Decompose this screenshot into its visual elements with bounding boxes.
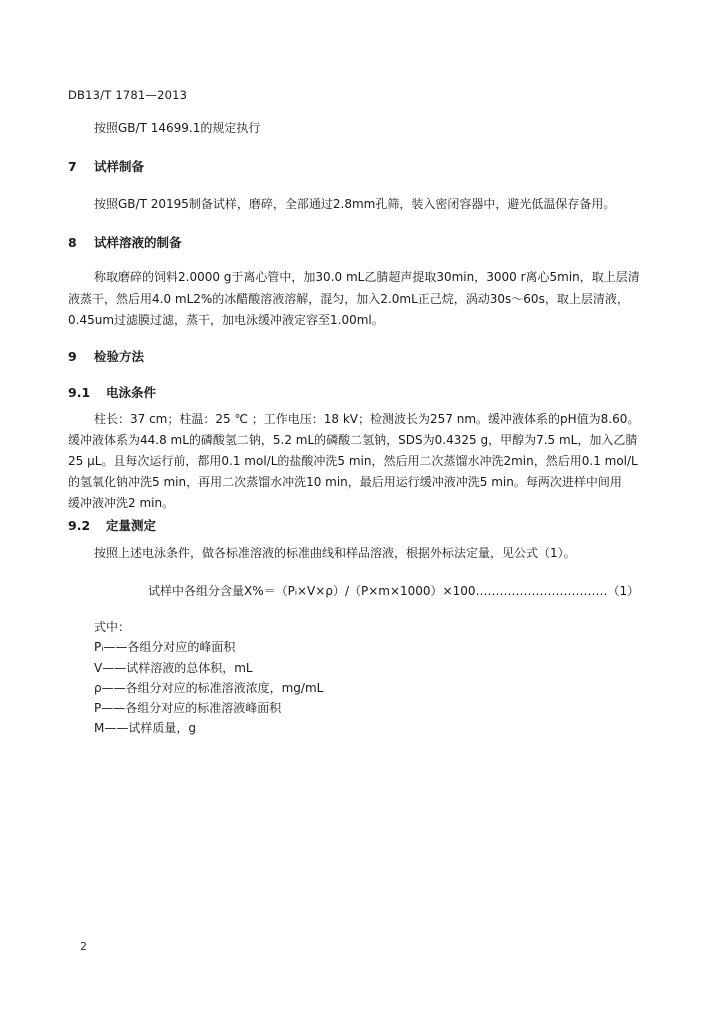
section-9-1-line-4: 的氢氧化钠冲洗5 min，再用二次蒸馏水冲洗10 min，最后用运行缓冲液冲洗5 min。每两次进样中间用 bbox=[68, 475, 622, 489]
section-8-line-3: 0.45um过滤膜过滤，蒸干，加电泳缓冲液定容至1.00ml。 bbox=[68, 313, 384, 327]
section-9-1-number: 9.1 bbox=[68, 385, 91, 400]
section-8-heading bbox=[68, 233, 182, 251]
section-9-title: 检验方法 bbox=[94, 349, 145, 364]
section-9-2-number: 9.2 bbox=[68, 518, 91, 533]
section-8-line-2: 液蒸干，然后用4.0 mL2%的冰醋酸溶液溶解，混匀，加入2.0mL正己烷，涡动30s～60s，取上层清液， bbox=[68, 292, 629, 306]
section-9-1-line-1: 柱长：37 cm；柱温：25 ℃ ；工作电压：18 kV；检测波长为257 nm。缓冲液体系的pH值为8.60。 bbox=[94, 412, 640, 426]
section-9-1-title: 电泳条件 bbox=[106, 385, 157, 400]
section-9-1-heading bbox=[68, 383, 156, 401]
document-code-header: DB13/T 1781—2013 bbox=[68, 88, 188, 102]
section-9-2-heading bbox=[68, 516, 156, 534]
section-9-number: 9 bbox=[68, 349, 77, 364]
intro-text: 按照GB/T 14699.1的规定执行 bbox=[94, 121, 261, 135]
section-9-1-line-2: 缓冲液体系为44.8 mL的磷酸氢二钠，5.2 mL的磷酸二氢钠，SDS为0.4325 g，甲醇为7.5 mL，加入乙腈 bbox=[68, 433, 638, 447]
section-7-title: 试样制备 bbox=[94, 159, 145, 174]
section-9-2-title: 定量测定 bbox=[106, 518, 157, 533]
section-8-line-1: 称取磨碎的饲料2.0000 g于离心管中，加30.0 mL乙腈超声提取30min，3000 r离心5min，取上层清 bbox=[94, 270, 640, 284]
definition-pi: Pᵢ——各组分对应的峰面积 bbox=[94, 640, 236, 654]
content-formula: 试样中各组分含量X%＝（Pᵢ×V×ρ）/（P×m×1000）×100……………………………（1） bbox=[148, 584, 640, 598]
section-9-heading bbox=[68, 347, 144, 365]
section-8-number: 8 bbox=[68, 235, 77, 250]
section-8-title: 试样溶液的制备 bbox=[94, 235, 182, 250]
page-number: 2 bbox=[80, 940, 87, 953]
where-label: 式中： bbox=[94, 620, 131, 634]
section-7-number: 7 bbox=[68, 159, 77, 174]
definition-v: V——试样溶液的总体积，mL bbox=[94, 661, 253, 675]
definition-rho: ρ——各组分对应的标准溶液浓度，mg/mL bbox=[94, 681, 324, 695]
section-7-text: 按照GB/T 20195制备试样，磨碎，全部通过2.8mm孔筛，装入密闭容器中，避光低温保存备用。 bbox=[94, 197, 616, 211]
section-7-heading bbox=[68, 157, 144, 175]
definition-m: M——试样质量，g bbox=[94, 721, 196, 735]
section-9-2-text: 按照上述电泳条件，做各标准溶液的标准曲线和样品溶液，根据外标法定量，见公式（1）。 bbox=[94, 546, 576, 560]
section-9-1-line-3: 25 μL。且每次运行前，都用0.1 mol/L的盐酸冲洗5 min，然后用二次蒸馏水冲洗2min，然后用0.1 mol/L bbox=[68, 454, 638, 468]
definition-p: P——各组分对应的标准溶液峰面积 bbox=[94, 701, 282, 715]
section-9-1-line-5: 缓冲液冲洗2 min。 bbox=[68, 496, 175, 510]
